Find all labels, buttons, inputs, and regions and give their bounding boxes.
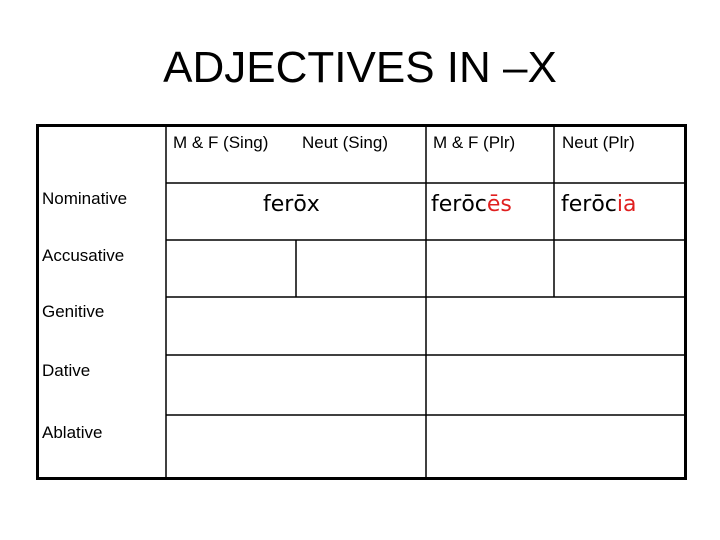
nominative-mf-plural-form	[431, 191, 512, 219]
form-stem: ferōc	[561, 192, 617, 217]
form-stem: ferōc	[431, 192, 487, 217]
table-border	[38, 126, 686, 479]
row-label-dative: Dative	[42, 361, 91, 380]
nominative-neut-plural-form	[561, 191, 636, 219]
row-label-ablative: Ablative	[42, 423, 103, 442]
row-label-nominative: Nominative	[42, 189, 128, 208]
nominative-singular-form: ferōx	[263, 192, 320, 217]
form-ending: ia	[616, 192, 637, 217]
header-neut-plr: Neut (Plr)	[562, 133, 635, 152]
row-label-accusative: Accusative	[42, 246, 125, 265]
form-ending: ēs	[486, 192, 512, 217]
header-neut-sing: Neut (Sing)	[302, 133, 388, 152]
header-mf-plr: M & F (Plr)	[433, 133, 516, 152]
slide-title: ADJECTIVES IN –X	[163, 43, 557, 92]
row-label-genitive: Genitive	[42, 302, 105, 321]
header-mf-sing: M & F (Sing)	[173, 133, 269, 152]
